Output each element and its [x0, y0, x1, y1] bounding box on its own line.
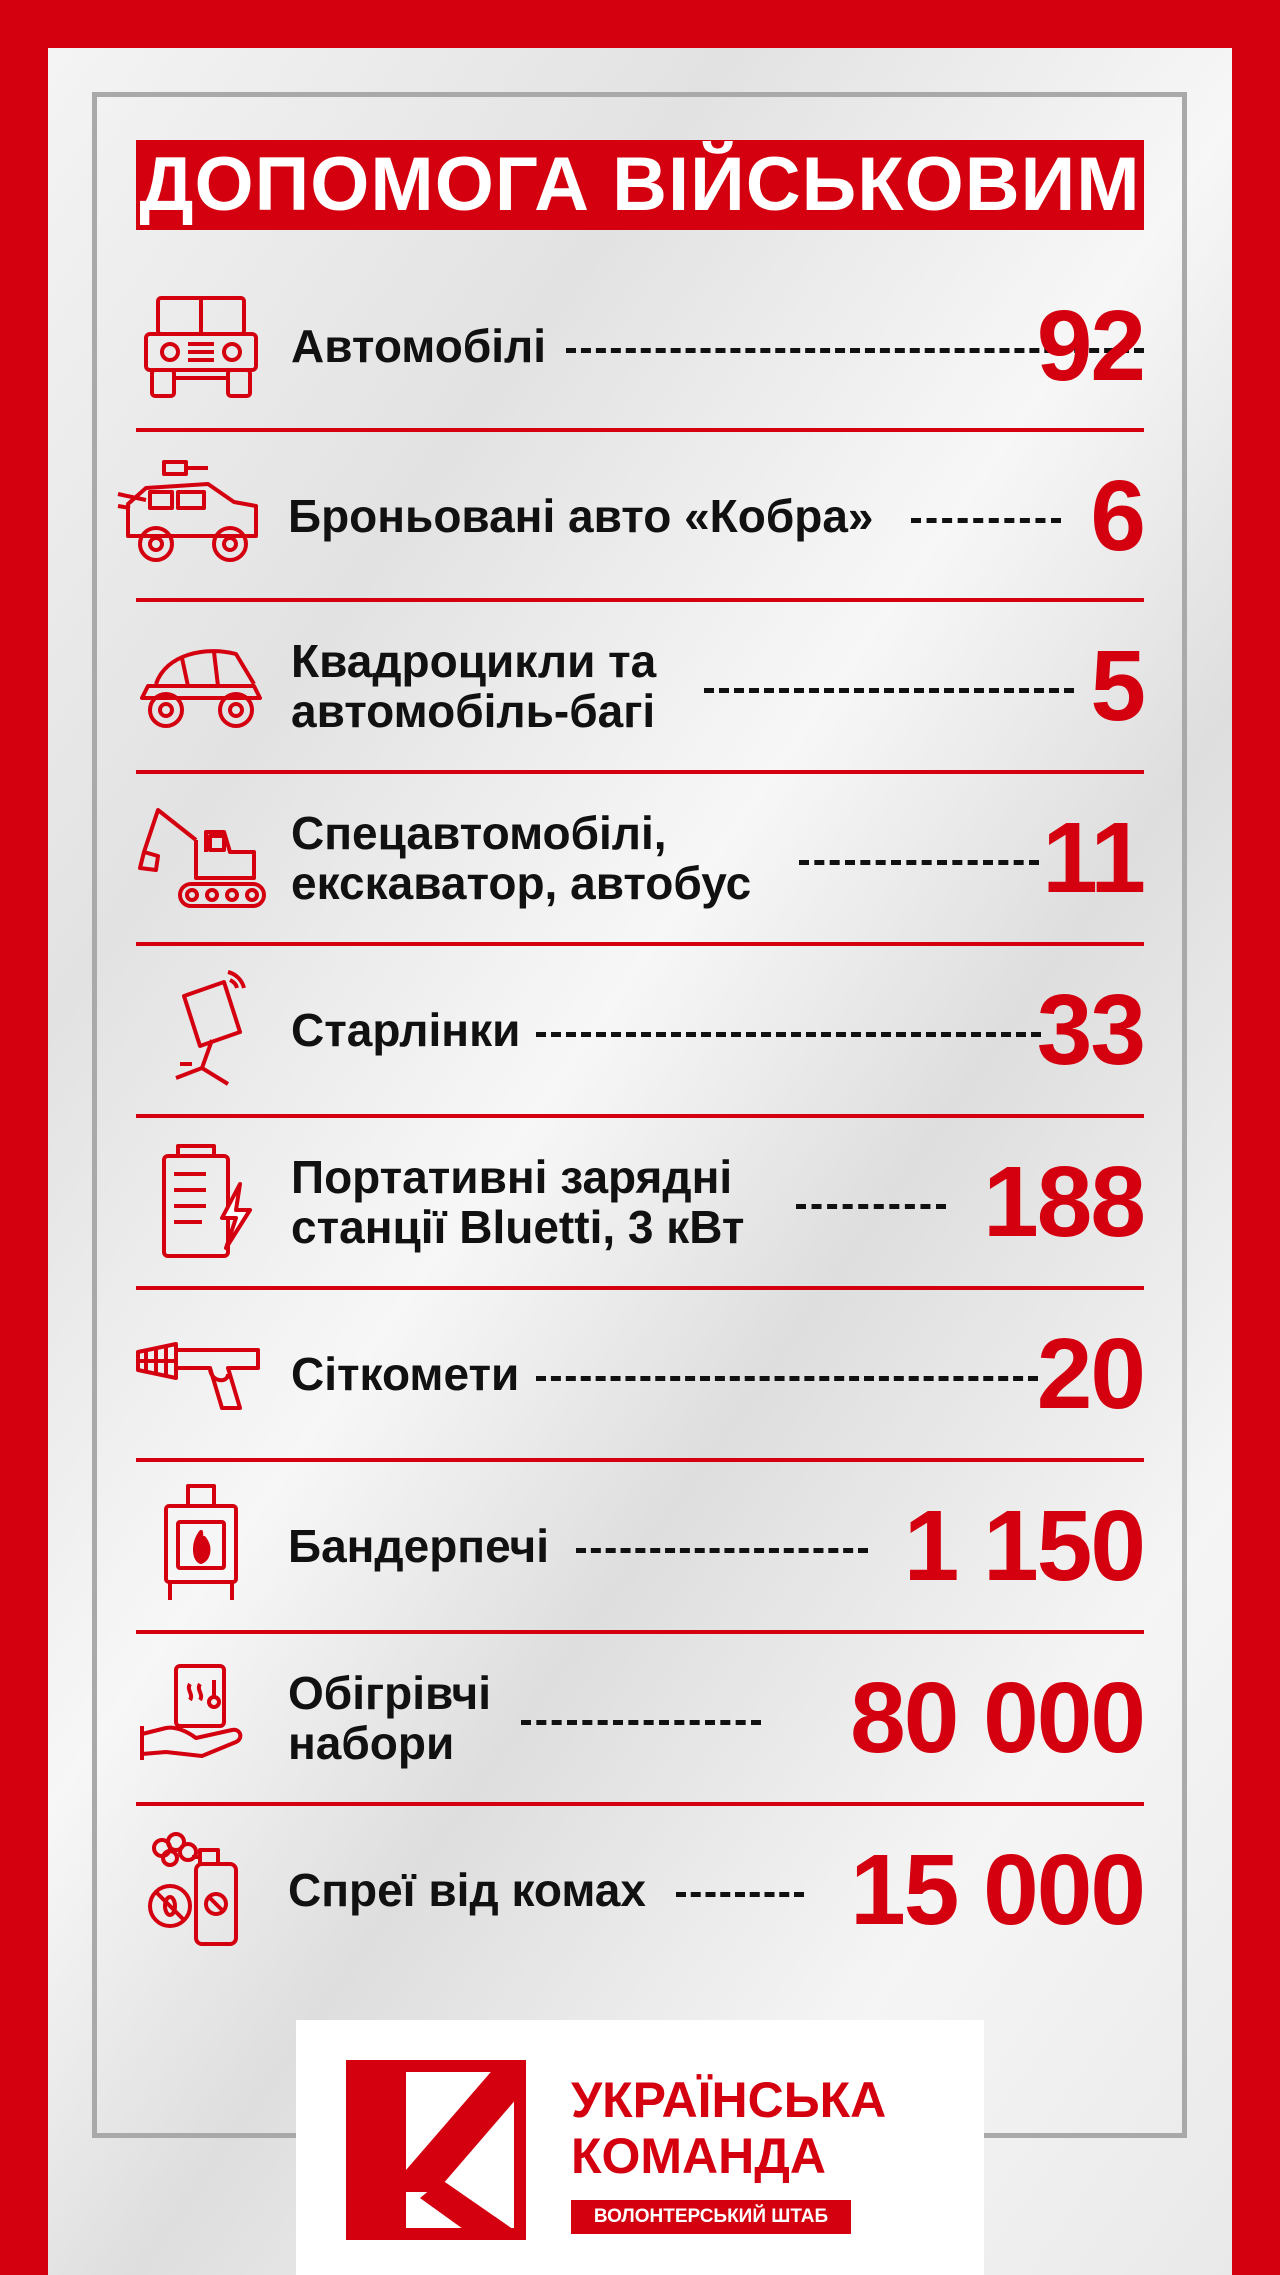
logo-name: [571, 2072, 886, 2184]
list-item: [136, 774, 1144, 942]
item-label: Броньовані авто «Кобра»: [288, 490, 874, 542]
item-label: Спреї від комах: [288, 1864, 646, 1916]
heating-pack-icon: [136, 1656, 266, 1780]
logo-block: [296, 2020, 984, 2275]
dash-leader: [911, 518, 1061, 523]
list-item: [136, 262, 1144, 430]
item-label: [291, 1118, 744, 1286]
item-value: 1 150: [903, 1490, 1144, 1602]
logo-name-line2: КОМАНДА: [571, 2128, 827, 2184]
item-label: [288, 1634, 491, 1802]
insect-spray-icon: [136, 1828, 266, 1952]
item-label: Бандерпечі: [288, 1520, 550, 1572]
item-value: 15 000: [850, 1834, 1144, 1946]
dash-leader: [799, 860, 1039, 865]
logo-k-icon: [346, 2060, 526, 2240]
item-label: Старлінки: [291, 1004, 521, 1056]
list-item: [136, 1118, 1144, 1286]
page-title: ДОПОМОГА ВІЙСЬКОВИМ: [136, 140, 1144, 230]
list-item: [136, 1290, 1144, 1458]
item-value: 92: [1036, 290, 1144, 402]
item-label: Автомобілі: [291, 320, 547, 372]
dash-leader: [704, 688, 1074, 693]
item-value: 20: [1036, 1318, 1144, 1430]
starlink-dish-icon: [136, 968, 266, 1092]
net-gun-icon: [136, 1312, 266, 1436]
dash-leader: [536, 1376, 1038, 1381]
item-label-text: Портативні зарядні станції Bluetti, 3 кВт: [291, 1151, 745, 1253]
list-item: [136, 1462, 1144, 1630]
item-value: 5: [1090, 630, 1144, 742]
dash-leader: [576, 1548, 868, 1553]
item-value: 188: [983, 1146, 1144, 1258]
logo-subtitle: ВОЛОНТЕРСЬКИЙ ШТАБ: [571, 2200, 851, 2234]
item-value: 11: [1042, 802, 1144, 914]
item-label: [291, 602, 656, 770]
item-value: 6: [1090, 460, 1144, 572]
item-value: 33: [1036, 974, 1144, 1086]
dash-leader: [536, 1032, 1041, 1037]
armored-vehicle-icon: [116, 454, 266, 578]
dash-leader: [676, 1892, 804, 1897]
item-label-text: Обігрівчі набори: [288, 1667, 492, 1769]
list-item: [136, 432, 1144, 600]
power-station-icon: [136, 1140, 266, 1264]
list-item: [136, 946, 1144, 1114]
dash-leader: [521, 1720, 761, 1725]
item-label: Сіткомети: [291, 1348, 520, 1400]
list-item: [136, 602, 1144, 770]
stove-icon: [136, 1484, 266, 1608]
list-item: [136, 1634, 1144, 1802]
logo-name-line1: УКРАЇНСЬКА: [571, 2072, 887, 2128]
item-value: 80 000: [850, 1662, 1144, 1774]
off-road-car-icon: [136, 284, 266, 408]
item-label-text: Спецавтомобілі, екскаватор, автобус: [291, 807, 752, 909]
excavator-icon: [136, 796, 266, 920]
list-item: [136, 1806, 1144, 1974]
item-label-text: Квадроцикли та автомобіль-багі: [291, 635, 657, 737]
buggy-icon: [136, 624, 266, 748]
dash-leader: [796, 1204, 946, 1209]
item-label: [291, 774, 751, 942]
